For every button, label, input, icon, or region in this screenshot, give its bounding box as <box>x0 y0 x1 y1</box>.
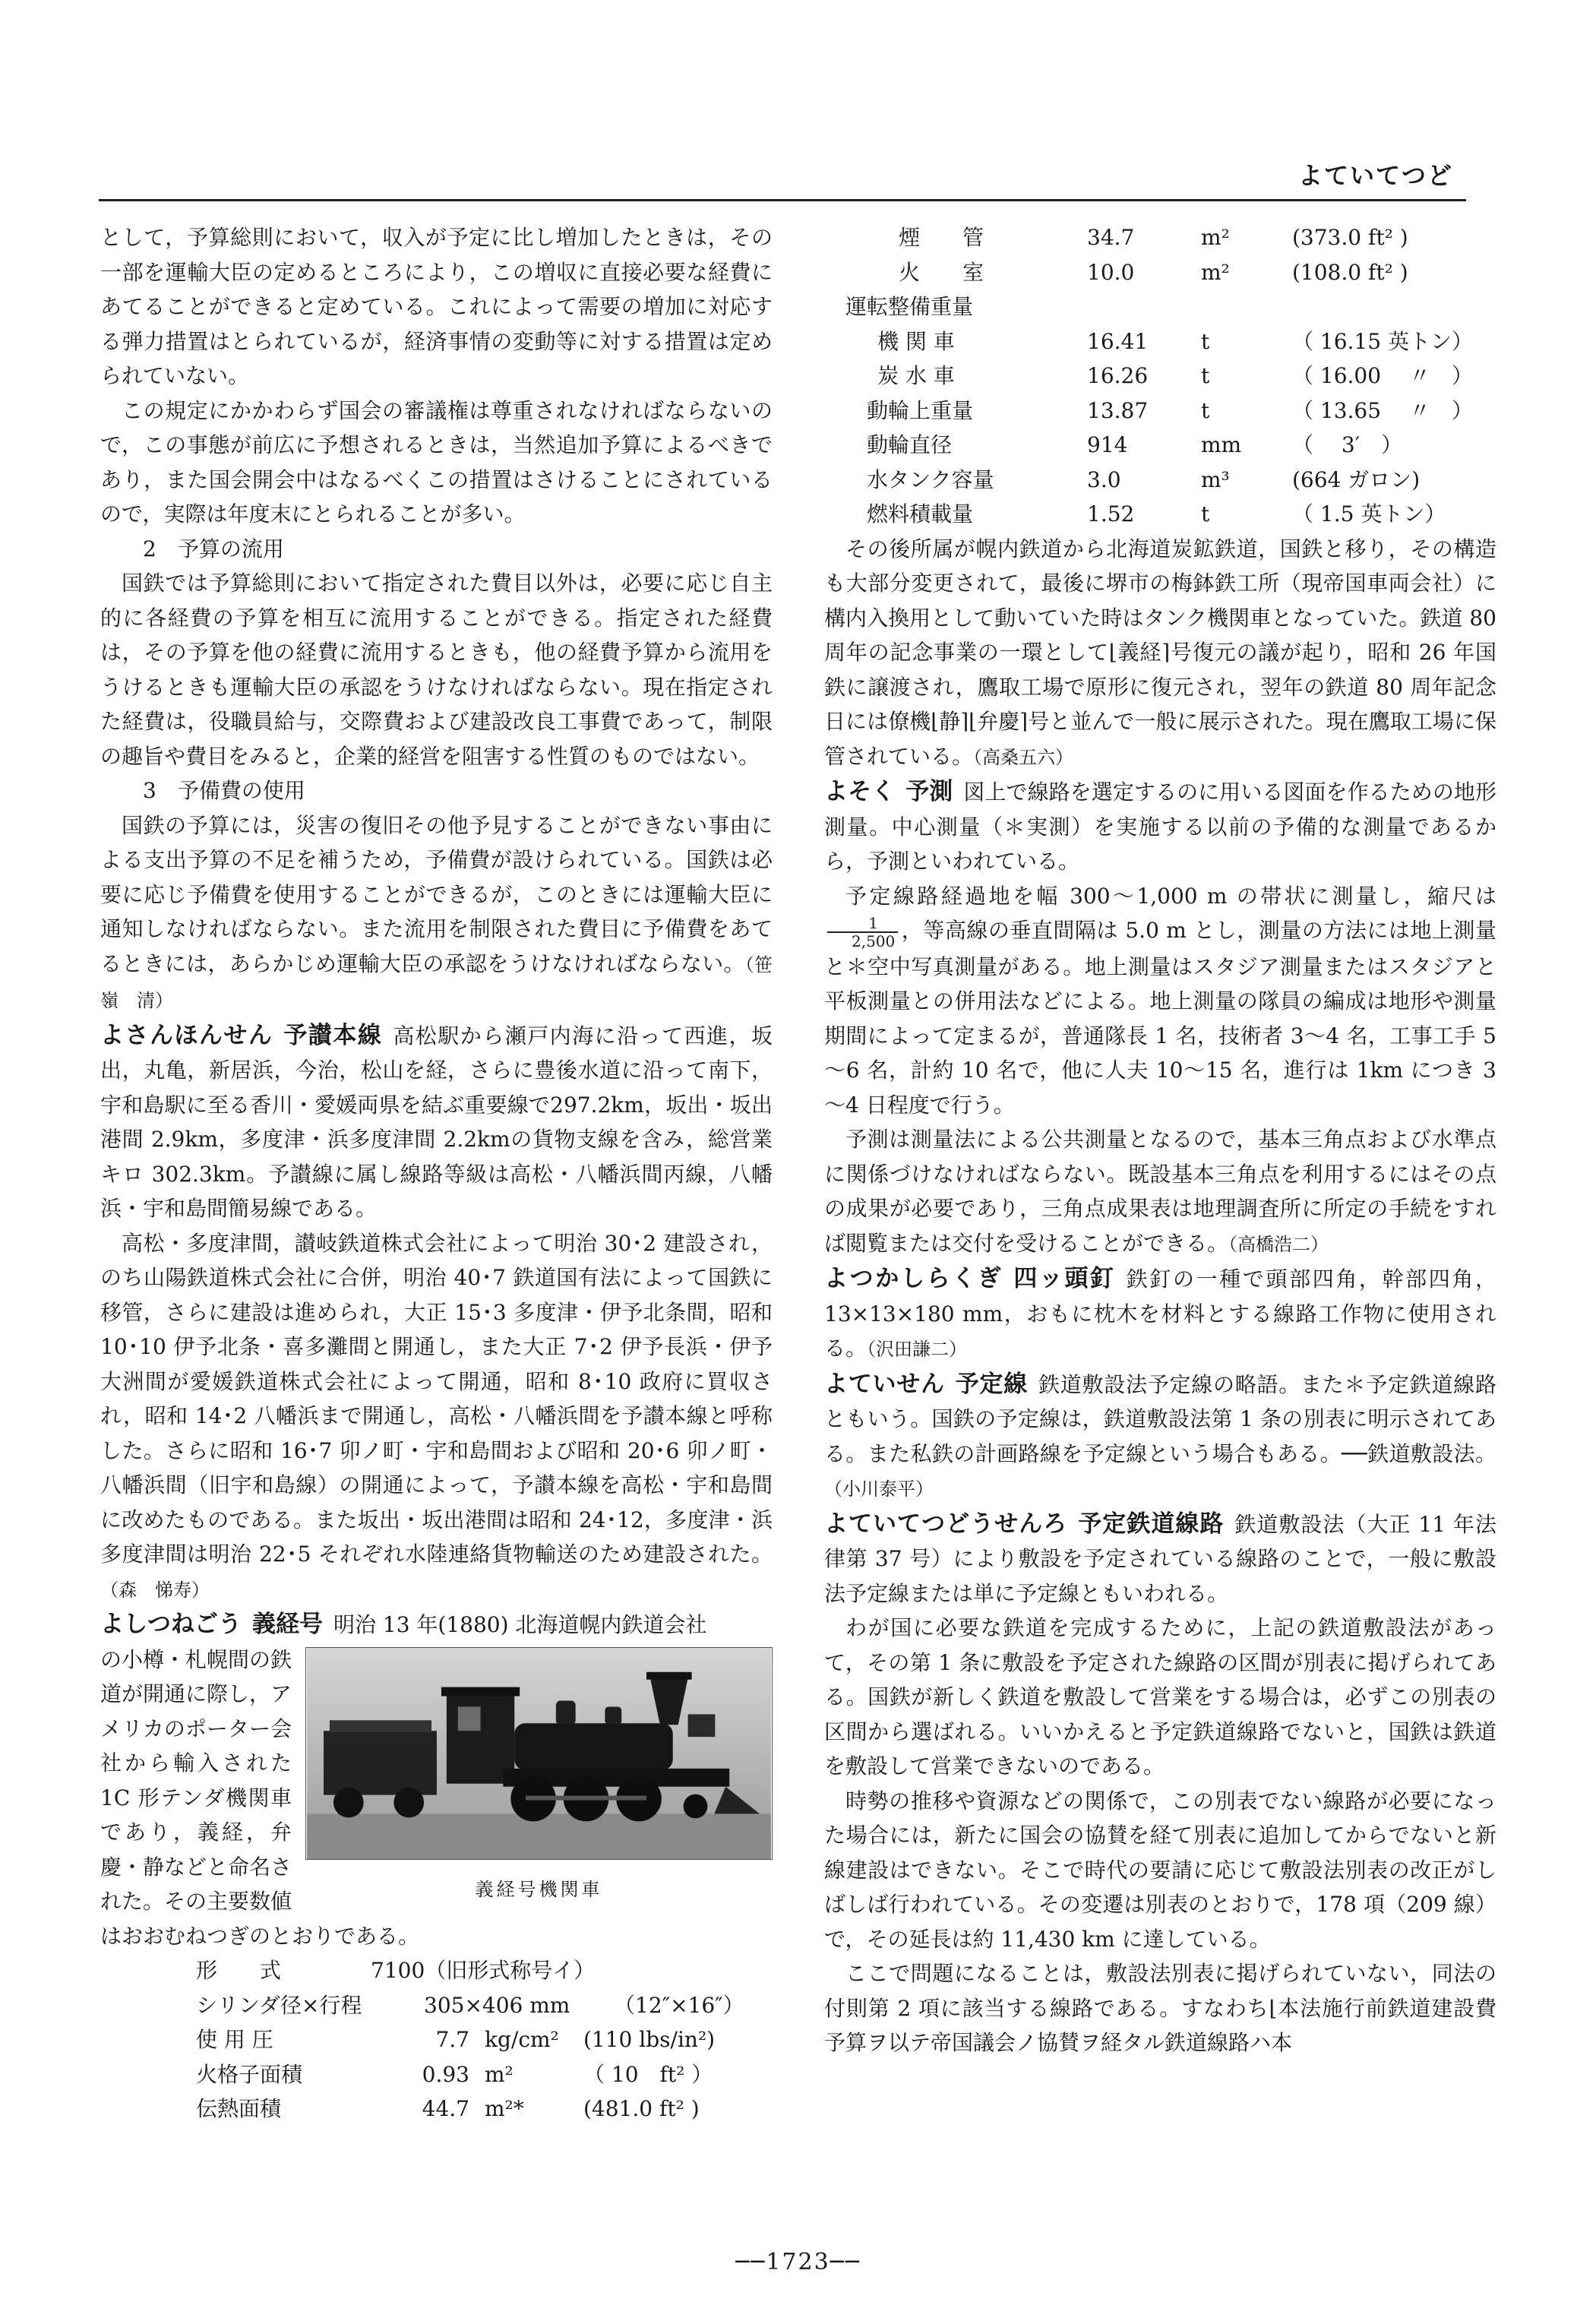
spec-label: 燃料積載量 <box>867 501 974 526</box>
paragraph <box>824 532 1496 776</box>
spec-table-continued <box>824 220 1496 532</box>
entry-text: の小樽・札幌間の鉄道が開通に際し，アメリカのポーター会社から輸入された 1C 形テンダ機関車であり，義経，弁慶・静などと命名された。その主要数値はおおむねつぎのとおりである。 <box>100 1646 420 1949</box>
spec-alt-value: (664 ガロン) <box>1292 466 1421 492</box>
section-heading: 3 予備費の使用 <box>143 778 305 803</box>
entry-headword: 予定線 <box>955 1370 1028 1398</box>
dictionary-entry-yoteisen <box>824 1368 1496 1507</box>
spec-value: 7.7 <box>435 2027 469 2052</box>
author-credit: （笹嶺 清） <box>100 953 773 1011</box>
entry-headword: 四ッ頭釘 <box>1013 1265 1116 1292</box>
author-credit: （森 悌寿） <box>100 1579 210 1601</box>
author-credit: （高桑五六） <box>973 746 1074 768</box>
spec-unit: m²* <box>485 2096 524 2121</box>
paragraph <box>100 808 773 1019</box>
spec-alt-value: (110 lbs/in²) <box>583 2027 716 2052</box>
paragraph-text: 高松・多度津間，讃岐鉄道株式会社によって明治 30･2 建設され，のち山陽鉄道株式会社に合併，明治 40･7 鉄道国有法によって国鉄に移管，さらに建設は進められ，大正 15･3 多度津・伊予北条間，昭和 10･10 伊予北条・喜多灘間と開通し，また大正 7･2 伊予長浜・伊予大洲間が愛媛鉄道株式会社によって開通，昭和 8･10 政府に買収され，昭和 14･2 八幡浜まで開通し，高松・八幡浜間を予讃本線と呼称した。さらに昭和 16･7 卯ノ町・宇和島間および昭和 20･6 卯ノ町・八幡浜間（旧宇和島線）の開通によって，予讃本線を高松・宇和島間に改めたものである。また坂出・坂出港間は昭和 24･12，多度津・浜多度津間は明治 22･5 それぞれ水陸連絡貨物輸送のため建設された。 <box>100 1230 773 1567</box>
spec-value: 3.0 <box>1087 466 1121 492</box>
spec-alt-value: (373.0 ft² ) <box>1292 225 1408 250</box>
locomotive-figure <box>305 1647 773 1905</box>
dictionary-entry-yoshitsune-go <box>100 1608 773 1953</box>
spec-row <box>824 394 1496 428</box>
spec-alt-value: （ 16.15 英トン） <box>1292 328 1473 354</box>
paragraph: わが国に必要な鉄道を完成するために，上記の鉄道敷設法があって，その第 1 条に敷設を予定された線路の区間が別表に掲げられてある。国鉄が新しく鉄道を敷設して営業をする場合は，必ずこの別表の区間から選ばれる。いいかえると予定鉄道線路でないと，国鉄は鉄道を敷設して営業できないのである。 <box>824 1615 1496 1779</box>
spec-unit: m² <box>1201 259 1230 285</box>
spec-label: 火格子面積 <box>196 2061 303 2087</box>
running-head: よていてつど <box>1297 161 1453 190</box>
spec-table <box>100 1953 773 2127</box>
entry-reading: よていせん <box>824 1370 945 1398</box>
spec-value: 7100（旧形式称号イ） <box>371 1958 596 1983</box>
paragraph: ここで問題になることは，敷設法別表に掲げられていない，同法の付則第 2 項に該当する線路である。すなわち⌊本法施行前鉄道建設費予算ヲ以テ帝国議会ノ協賛ヲ経タル鉄道線路ハ本 <box>824 1961 1496 2055</box>
spec-row <box>824 220 1496 255</box>
spec-row <box>100 2092 773 2127</box>
spec-value: 16.26 <box>1087 363 1149 388</box>
spec-label: 煙 管 <box>899 225 984 250</box>
paragraph-text: 予測は測量法による公共測量となるので，基本三角点および水準点に関係づけなければならない。既設基本三角点を利用するにはその点の成果が必要であり，三角点成果表は地理調査所に所定の手続をすれば閲覧または交付を受けることができる。 <box>824 1127 1496 1256</box>
dictionary-entry-yosan-honsen <box>100 1019 773 1226</box>
spec-unit: t <box>1201 363 1210 388</box>
entry-text: 高松駅から瀬戸内海に沿って西進，坂出，丸亀，新居浜，今治，松山を経，さらに豊後水道に沿って南下，宇和島駅に至る香川・愛媛両県を結ぶ重要線で297.2km，坂出・坂出港間 2.9km，多度津・浜多度津間 2.2kmの貨物支線を含み，総営業キロ 302.3km。予讃線に属し線路等級は高松・八幡浜間丙線，八幡浜・宇和島間簡易線である。 <box>100 1023 773 1221</box>
spec-row <box>824 359 1496 394</box>
author-credit: （高橋浩二） <box>1228 1233 1329 1255</box>
dictionary-entry-yosoku <box>824 775 1496 879</box>
left-column <box>100 220 773 2127</box>
spec-alt-value: （12″×16″） <box>614 1992 744 2018</box>
paragraph: 国鉄では予算総則において指定された費目以外は，必要に応じ自主的に各経費の予算を相互に流用することができる。指定された経費は，その予算を他の経費に流用するときも，他の経費予算から流用をうけるときも運輸大臣の承認をうけなければならない。現在指定された経費は，役職員給与，交際費および建設改良工事費であって，制限の趣旨や費目をみると，企業的経営を阻害する性質のものではない。 <box>100 571 773 769</box>
spec-unit: t <box>1201 501 1210 526</box>
spec-row <box>824 255 1496 290</box>
spec-value: 34.7 <box>1087 225 1135 250</box>
spec-label: 動輪上重量 <box>867 397 974 423</box>
spec-unit: m² <box>1201 225 1230 250</box>
spec-row <box>100 1953 773 1988</box>
spec-row <box>824 463 1496 498</box>
entry-text: 図上で線路を選定するのに用いる図面を作るための地形測量。中心測量（＊実測）を実施する以前の予備的な測量であるから，予測といわれている。 <box>824 779 1497 874</box>
spec-row <box>824 428 1496 463</box>
spec-unit: mm <box>1201 432 1242 457</box>
entry-headword: 予定鉄道線路 <box>1078 1510 1225 1538</box>
spec-row <box>100 1988 773 2023</box>
spec-label: 使 用 圧 <box>196 2027 273 2052</box>
spec-value: 0.93 <box>422 2061 469 2087</box>
paragraph-text: 国鉄の予算には，災害の復旧その他予見することができない事由による支出予算の不足を補うため，予備費が設けられている。国鉄は必要に応じ予備費を使用することができるが，このときには運輸大臣に通知しなければならない。また流用を制限された費目に予備費をあてるときには，あらかじめ運輸大臣の承認をうけなければならない。 <box>100 812 773 976</box>
paragraph: この規定にかかわらず国会の審議権は尊重されなければならないので，この事態が前広に予想されるときは，当然追加予算によるべきであり，また国会開会中はなるべくこの措置はさけることにされているので，実際は年度末にとられることが多い。 <box>100 397 773 526</box>
scale-fraction <box>827 915 898 950</box>
paragraph-text: 予定線路経過地を幅 300～1,000 m の帯状に測量し，縮尺は <box>845 883 1496 909</box>
spec-unit: kg/cm² <box>485 2027 559 2052</box>
dictionary-entry-yotsukashira-kugi <box>824 1262 1496 1368</box>
entry-headword: 予測 <box>905 778 953 805</box>
spec-row <box>824 324 1496 359</box>
spec-alt-value: (481.0 ft² ) <box>583 2096 700 2121</box>
entry-text: 明治 13 年(1880) 北海道幌内鉄道会社 <box>333 1612 707 1637</box>
spec-label: 炭 水 車 <box>877 363 955 388</box>
spec-alt-value: （ 10 ft² ） <box>583 2061 713 2087</box>
spec-row <box>100 2022 773 2057</box>
author-credit: （小川泰平） <box>824 1478 934 1500</box>
paragraph <box>100 1226 773 1608</box>
spec-unit: t <box>1201 328 1210 354</box>
entry-heading-line <box>100 1608 773 1643</box>
spec-alt-value: （ 13.65 〃 ） <box>1292 397 1473 423</box>
entry-text: 鉄道敷設法（大正 11 年法律第 37 号）により敷設を予定されている線路のことで，一般に敷設法予定線または単に予定線ともいわれる。 <box>824 1511 1497 1606</box>
spec-label: 機 関 車 <box>877 328 955 354</box>
page-number: ──1723── <box>735 2249 861 2275</box>
figure-caption: 義経号機関車 <box>475 1879 603 1900</box>
spec-value: 16.41 <box>1087 328 1149 354</box>
spec-alt-value: （ 3′ ） <box>1292 432 1403 457</box>
spec-value: 10.0 <box>1087 259 1135 285</box>
spec-alt-value: （ 1.5 英トン） <box>1292 501 1446 526</box>
spec-group-label: 運転整備重量 <box>845 294 974 319</box>
right-column <box>824 220 1496 2060</box>
spec-value: 13.87 <box>1087 397 1149 423</box>
spec-alt-value: (108.0 ft² ) <box>1292 259 1408 285</box>
entry-headword: 予讃本線 <box>283 1021 383 1049</box>
entry-reading: よつかしらくぎ <box>824 1265 1003 1292</box>
spec-label: 水タンク容量 <box>867 466 994 492</box>
spec-label: 形 式 <box>196 1958 282 1983</box>
author-credit: （沢田謙二） <box>867 1339 968 1360</box>
paragraph: 時勢の推移や資源などの関係で，この別表でない線路が必要になった場合には，新たに国会の協賛を経て別表に追加してからでないと新線建設はできない。そこで時代の要請に応じて敷設法別表の改正がしばしば行われている。その変遷は別表のとおりで，178 項（209 線）で，その延長は約 11,430 km に達している。 <box>824 1788 1496 1952</box>
dictionary-entry-yotei-tetsudo-senro <box>824 1507 1496 1611</box>
spec-value: 305×406 mm <box>424 1992 570 2018</box>
header-rule <box>99 199 1466 201</box>
spec-value: 44.7 <box>422 2096 469 2121</box>
spec-row <box>824 497 1496 532</box>
spec-label: シリンダ径×行程 <box>196 1992 362 2018</box>
entry-reading: よさんほんせん <box>100 1021 273 1049</box>
spec-value: 1.52 <box>1087 501 1135 526</box>
spec-unit: m² <box>485 2061 514 2087</box>
locomotive-photo <box>305 1647 773 1860</box>
fraction-denominator: 2,500 <box>852 931 896 950</box>
entry-headword: 義経号 <box>252 1611 323 1638</box>
entry-text: 鉄道敷設法予定線の略語。また＊予定鉄道線路ともいう。国鉄の予定線は，鉄道敷設法第 1 条の別表に明示されてある。また私鉄の計画路線を予定線という場合もある。──鉄道敷設法。 <box>824 1371 1496 1466</box>
spec-label: 伝熱面積 <box>196 2096 282 2121</box>
fraction-numerator: 1 <box>827 915 898 933</box>
entry-text: 鉄釘の一種で頭部四角，幹部四角，13×13×180 mm，おもに枕木を材料とする線路工作物に使用される。 <box>824 1266 1497 1361</box>
spec-row <box>100 2057 773 2092</box>
entry-reading: よそく <box>824 778 896 805</box>
paragraph-text: ，等高線の垂直間隔は 5.0 m とし，測量の方法には地上測量と＊空中写真測量がある。地上測量はスタジア測量またはスタジアと平板測量との併用法などによる。地上測量の隊員の編成は地形や測量期間によって定まるが，普通隊長 1 名，技術者 3～4 名，工事工手 5～6 名，計約 10 名で，他に人夫 10～15 名，進行は 1km につき 3～4 日程度で行う。 <box>824 918 1496 1118</box>
spec-value: 914 <box>1087 432 1128 457</box>
entry-reading: よしつねごう <box>100 1611 242 1638</box>
section-heading: 2 予算の流用 <box>143 536 284 561</box>
spec-unit: m³ <box>1201 466 1230 492</box>
spec-alt-value: （ 16.00 〃 ） <box>1292 363 1473 388</box>
spec-label: 火 室 <box>899 259 984 285</box>
paragraph <box>824 1122 1496 1262</box>
paragraph: として，予算総則において，収入が予定に比し増加したときは，その一部を運輸大臣の定めるところにより，この増収に直接必要な経費にあてることができると定めている。これによって需要の増加に対応する弾力措置はとられているが，経済事情の変動等に対する措置は定められていない。 <box>100 225 773 388</box>
spec-unit: t <box>1201 397 1210 423</box>
paragraph-text: その後所属が幌内鉄道から北海道炭鉱鉄道，国鉄と移り，その構造も大部分変更されて，最後に堺市の梅鉢鉄工所（現帝国車両会社）に構内入換用として動いていた時はタンク機関車となっていた。鉄道 80 周年の記念事業の一環として⌊義経⌉号復元の議が起り，昭和 26 年国鉄に譲渡され，鷹取工場で原形に復元され，翌年の鉄道 80 周年記念日には僚機⌊静⌉⌊弁慶⌉号と並んで一般に展示された。現在鷹取工場に保管されている。 <box>824 536 1496 769</box>
entry-reading: よていてつどうせんろ <box>824 1510 1068 1538</box>
paragraph <box>824 879 1496 1123</box>
spec-label: 動輪直径 <box>867 432 953 457</box>
